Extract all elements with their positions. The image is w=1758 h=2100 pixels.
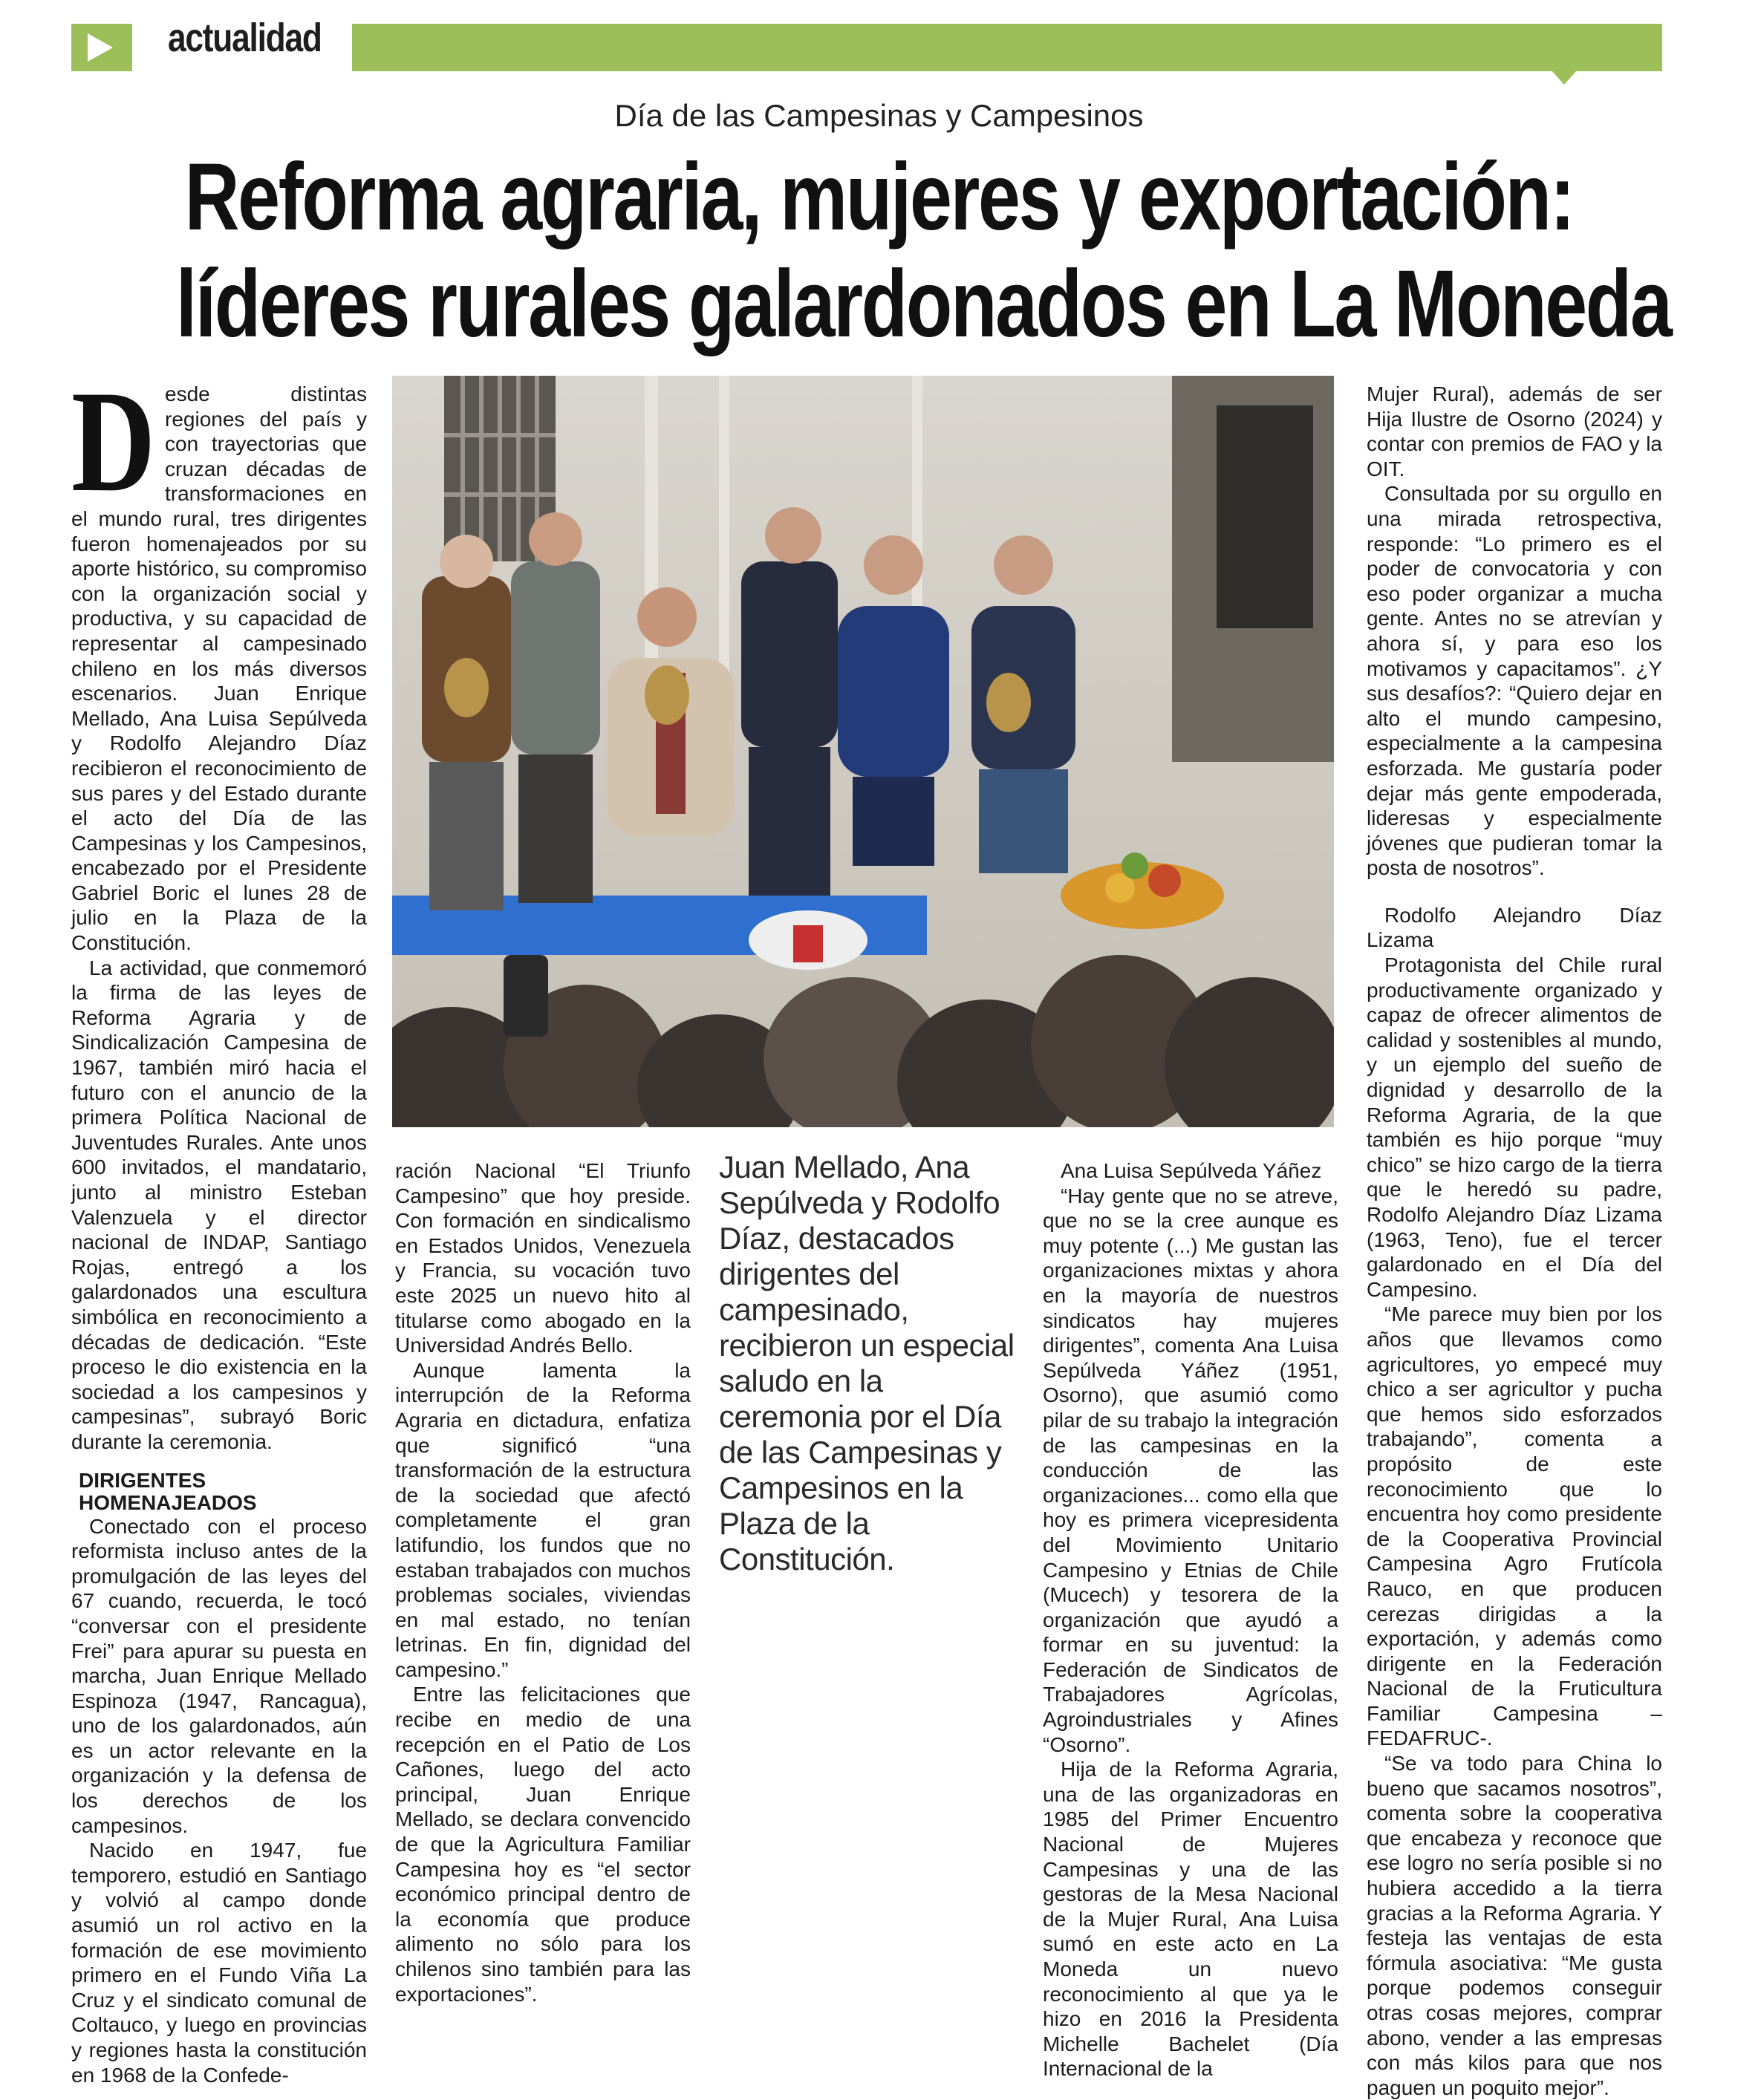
article-column-1 — [71, 361, 367, 2087]
article-column-2 — [395, 1158, 691, 2006]
article-kicker: Día de las Campesinas y Campesinos — [614, 98, 1144, 133]
play-arrow-icon — [71, 24, 132, 71]
header-notch — [1552, 71, 1576, 85]
paragraph: Protagonista del Chile rural productivamente organizado y capaz de ofrecer alimentos de calidad y sostenibles al mundo, y un ejemplo del sueño de dignidad y desarrollo de la Reforma Agraria, de la que también es hijo porque “muy chico” se hizo cargo de la tierra que le heredó su padre, Rodolfo Alejandro Díaz Lizama (1963, Teno), fue el tercer galardonado en el Día del Campesino. — [1367, 953, 1662, 1301]
headline-line-2: líderes rurales galardonados en La Moneda — [175, 251, 1671, 357]
paragraph: Consultada por su orgullo en una mirada retrospectiva, responde: “Lo primero es el poder de convocatoria y con eso poder organizar a mucha gente. Antes no se atrevían y ahora sí, y para eso los motivamos y capacitamos”. ¿Y sus desafíos?: “Quiero dejar en alto el mundo campesino, especialmente a la campesina esforzada. Me gustaría poder dejar más gente empoderada, lideresas y especialmente jóvenes que pudieran tomar la posta de nosotros”. — [1367, 482, 1662, 880]
paragraph: Aunque lamenta la interrupción de la Reforma Agraria en dictadura, enfatiza que significó “una transformación de la estructura de la sociedad que afectó completamente el gran latifundio, los fundos que no estaban trabajados con muchos problemas sociales, viviendas en mal estado, no tenían letrinas. En fin, dignidad del campesino.” — [395, 1358, 691, 1681]
paragraph: esde distintas regiones del país y con trayectorias que cruzan décadas de transformaciones en el mundo rural, tres dirigentes fueron homenajeados por su aporte histórico, su compromiso con la organización social y productiva, y su capacidad de representar al campesinado chileno en los más diversos escenarios. Juan Enrique Mellado, Ana Luisa Sepúlveda y Rodolfo Alejandro Díaz recibieron el reconocimiento de sus pares y del Estado durante el acto del Día de las Campesinas y los Campesinos, encabezado por el Presidente Gabriel Boric el lunes 28 de julio en la Plaza de la Constitución. — [71, 382, 367, 955]
person-name: Ana Luisa Sepúlveda Yáñez — [1061, 1159, 1322, 1182]
paragraph: La actividad, que conmemoró la firma de las leyes de Reforma Agraria y de Sindicalización Campesina de 1967, también miró hacia el futuro con el anuncio de la primera Política Nacional de Juventudes Rurales. Ante unos 600 invitados, el mandatario, junto al ministro Esteban Valenzuela y el director nacional de INDAP, Santiago Rojas, entregó a los galardonados una escultura simbólica en reconocimiento a décadas de dedicación. “Este proceso le dio existencia en la sociedad a los campesinos y campesinas”, subrayó Boric durante la ceremonia. — [71, 956, 367, 1453]
section-label: actualidad — [168, 16, 322, 60]
paragraph: “Hay gente que no se atreve, que no se la cree aunque es muy potente (...) Me gustan las organizaciones mixtas y ahora en la mayoría de nuestros sindicatos hay mujeres dirigentes”, comenta Ana Luisa Sepúlveda Yáñez (1951, Osorno), que asumió como pilar de su trabajo la integración de las campesinas en la conducción de las organizaciones... como ella que hoy es primera vicepresidenta del Movimiento Unitario Campesino y Etnias de Chile (Mucech) y tesorera de la organización que ayudó a formar en su juventud: la Federación de Sindicatos de Trabajadores Agrícolas, Agroindustriales y Afines “Osorno”. — [1043, 1184, 1338, 1756]
spacer — [1367, 881, 1662, 903]
paragraph: “Se va todo para China lo bueno que sacamos nosotros”, comenta sobre la cooperativa que encabeza y reconoce que ese logro no sería posible si no hubiera accedido a la tierra gracias a la Reforma Agraria. Y festeja las ventajas de esta fórmula asociativa: “Me gusta porque podemos conseguir otras cosas mejores, comprar abono, vender a las empresas con más kilos para que nos paguen un poquito mejor”. — [1367, 1752, 1662, 2099]
section-header-bar — [352, 24, 1662, 71]
paragraph: Mujer Rural), además de ser Hija Ilustre de Osorno (2024) y contar con premios de FAO y la OIT. — [1367, 382, 1662, 480]
paragraph: Nacido en 1947, fue temporero, estudió en Santiago y volvió al campo donde asumió un rol activo en la formación de ese movimiento primero en el Fundo Viña La Cruz y el sindicato comunal de Coltauco, y luego en provincias y regiones hasta la constitución en 1968 de la Confede- — [71, 1839, 367, 2087]
paragraph: Entre las felicitaciones que recibe en medio de una recepción en el Patio de Los Cañones, luego del acto principal, Juan Enrique Mellado, se declara convencido de que la Agricultura Familiar Campesina hoy es “el sector económico principal dentro de la economía que produce alimento no sólo para los chilenos sino también para las exportaciones”. — [395, 1683, 691, 2006]
headline-line-1: Reforma agraria, mujeres y exportación: — [184, 144, 1574, 250]
article-column-5 — [1367, 382, 1662, 2100]
paragraph: Hija de la Reforma Agraria, una de las organizadoras en 1985 del Primer Encuentro Nacional de Mujeres Campesinas y una de las gestoras de la Mesa Nacional de la Mujer Rural, Ana Luisa sumó en este acto en La Moneda un nuevo reconocimiento al que ya le hizo en 2016 la Presidenta Michelle Bachelet (Día Internacional de la — [1043, 1758, 1338, 2081]
paragraph: ración Nacional “El Triunfo Campesino” que hoy preside. Con formación en sindicalismo en Estados Unidos, Venezuela y Francia, su vocación tuvo este 2025 un nuevo hito al titularse como abogado en la Universidad Andrés Bello. — [395, 1159, 691, 1357]
paragraph: “Me parece muy bien por los años que llevamos como agricultores, yo empecé muy chico a ser agricultor y pucha que hemos sido esforzados trabajando”, comenta a propósito de este reconocimiento que lo encuentra hoy como presidente de la Cooperativa Provincial Campesina Agro Frutícola Rauco, en que producen cerezas dirigidas a la exportación, y además como dirigente en la Federación Nacional de la Fruticultura Familiar Campesina –FEDAFRUC-. — [1367, 1302, 1662, 1750]
photo-caption: Juan Mellado, Ana Sepúlveda y Rodolfo Díaz, destacados dirigentes del campesinado, recibieron un especial saludo en la ceremonia por el Día de las Campesinas y Campesinos en la Plaza de la Constitución. — [719, 1150, 1015, 1576]
paragraph: Conectado con el proceso reformista incluso antes de la promulgación de las leyes del 67 cuando, recuerda, le tocó “conversar con el presidente Frei” para apurar su puesta en marcha, Juan Enrique Mellado Espinoza (1947, Rancagua), uno de los galardonados, aún es un actor relevante en la organización y la defensa de los derechos de los campesinos. — [71, 1514, 367, 1837]
article-column-4 — [1043, 1158, 1338, 2081]
drop-cap: D — [71, 361, 156, 522]
subhead: DIRIGENTES HOMENAJEADOS — [79, 1468, 257, 1514]
ceremony-photo — [392, 376, 1334, 1127]
person-name: Rodolfo Alejandro Díaz Lizama — [1367, 903, 1662, 952]
